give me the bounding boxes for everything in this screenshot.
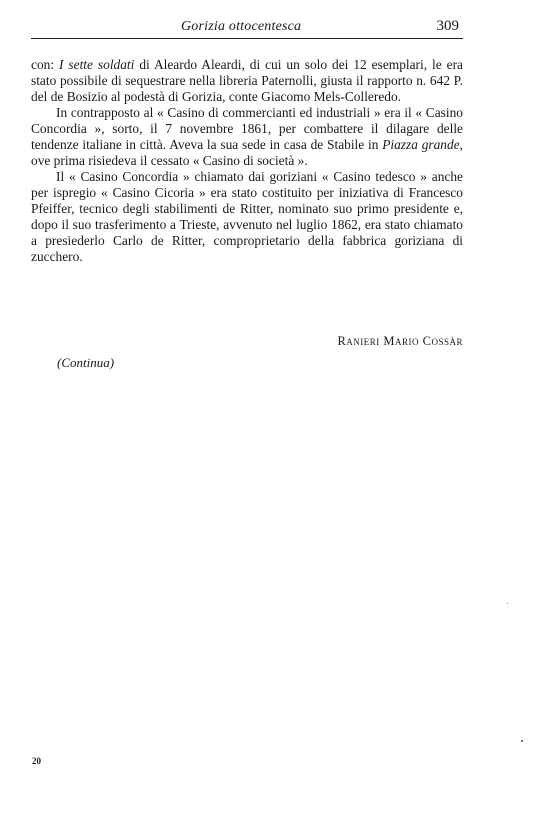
article-body [31,57,463,265]
paragraph-2-segment-1: In contrapposto al « Casino di commercianti ed industriali » era il « Casino Concordia », sorto, il 7 novembre 1861, per combattere il dilagare delle tendenze italiane in città. Aveva la sua sede in casa de Stabile in [31,105,463,152]
paragraph-2-segment-3: , ove prima risiedeva il cessato « Casino di società ». [31,137,463,168]
continuation-note: (Continua) [57,355,115,370]
paragraph-2-segment-2: Piazza grande [382,137,460,152]
paragraph-1-segment-2: I sette soldati [59,57,135,72]
paragraph-3-segment-1: Il « Casino Concordia » chiamato dai goriziani « Casino tedesco » anche per ispregio « Casino Cicoria » era stato costituito per iniziativa di Francesco Pfeiffer, tecnico degli stabilimenti de Ritter, nominato suo primo presidente e, dopo il suo trasferimento a Trieste, avvenuto nel luglio 1862, era stato chiamato a presiederlo Carlo de Ritter, comproprietario della fabbrica goriziana di zucchero. [31,169,463,264]
scan-speck [521,740,523,742]
author-signature: Ranieri Mario Cossàr [337,334,463,348]
running-title: Gorizia ottocentesca [181,19,302,34]
page-header [31,14,463,39]
scan-speck [507,603,508,604]
printer-signature-mark: 20 [32,756,41,766]
paragraph-1 [31,57,463,105]
paragraph-3 [31,169,463,265]
page-number: 309 [436,18,459,34]
paragraph-1-segment-3: di Aleardo Aleardi, di cui un solo dei 12 esemplari, le era stato possibile di sequestrare nella libreria Paternolli, giusta il rapporto n. 642 P. del de Bosizio al podestà di Gorizia, conte Giacomo Mels-Colleredo. [31,57,463,104]
paragraph-1-segment-1: con: [31,57,60,72]
paragraph-2 [31,105,463,169]
